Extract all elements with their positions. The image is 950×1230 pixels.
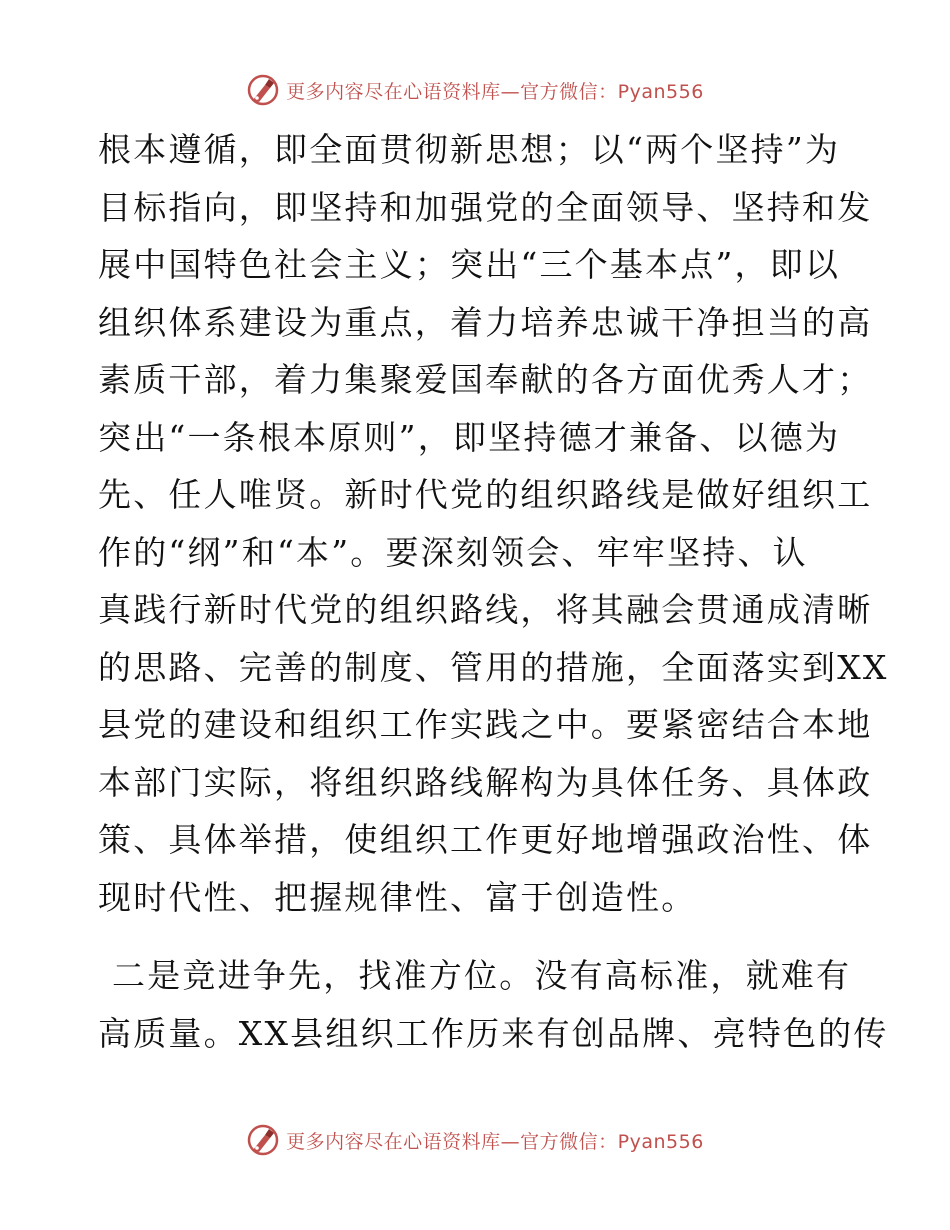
text-line: 现时代性、把握规律性、富于创造性。 xyxy=(98,877,697,917)
text-line: 目标指向，即坚持和加强党的全面领导、坚持和发 xyxy=(98,187,873,227)
text-line: 突出“一条根本原则”，即坚持德才兼备、以德为 xyxy=(98,417,841,457)
footer-banner xyxy=(0,1120,950,1160)
pen-nib-logo-icon xyxy=(246,1123,280,1157)
paragraph-spacer xyxy=(98,926,858,947)
text-line: 的思路、完善的制度、管用的措施，全面落实到XX xyxy=(98,647,889,687)
text-line: 展中国特色社会主义；突出“三个基本点”，即以 xyxy=(98,245,841,284)
text-line: 根本遵循，即全面贯彻新思想；以“两个坚持”为 xyxy=(98,130,841,169)
document-body xyxy=(98,121,889,1062)
paragraph-2 xyxy=(98,947,889,1062)
text-line: 组织体系建设为重点，着力培养忠诚干净担当的高 xyxy=(98,302,873,342)
text-line: 高质量。XX县组织工作历来有创品牌、亮特色的传 xyxy=(98,1013,889,1053)
header-banner-text: 更多内容尽在心语资料库—官方微信：Pyan556 xyxy=(286,80,704,103)
text-line: 二是竞进争先，找准方位。没有高标准，就难有 xyxy=(112,956,852,995)
footer-banner-text: 更多内容尽在心语资料库—官方微信：Pyan556 xyxy=(286,1130,704,1153)
text-line: 素质干部，着力集聚爱国奉献的各方面优秀人才； xyxy=(98,360,873,399)
text-line: 先、任人唯贤。新时代党的组织路线是做好组织工 xyxy=(98,475,873,514)
text-line: 策、具体举措，使组织工作更好地增强政治性、体 xyxy=(98,820,873,859)
text-line: 作的“纲”和“本”。要深刻领会、牢牢坚持、认 xyxy=(98,532,808,572)
text-line: 本部门实际，将组织路线解构为具体任务、具体政 xyxy=(98,762,873,802)
header-banner xyxy=(0,70,950,110)
text-line: 真践行新时代党的组织路线，将其融会贯通成清晰 xyxy=(98,590,873,629)
pen-nib-logo-icon xyxy=(246,73,280,107)
paragraph-1 xyxy=(98,121,889,926)
text-line: 县党的建设和组织工作实践之中。要紧密结合本地 xyxy=(98,705,873,744)
